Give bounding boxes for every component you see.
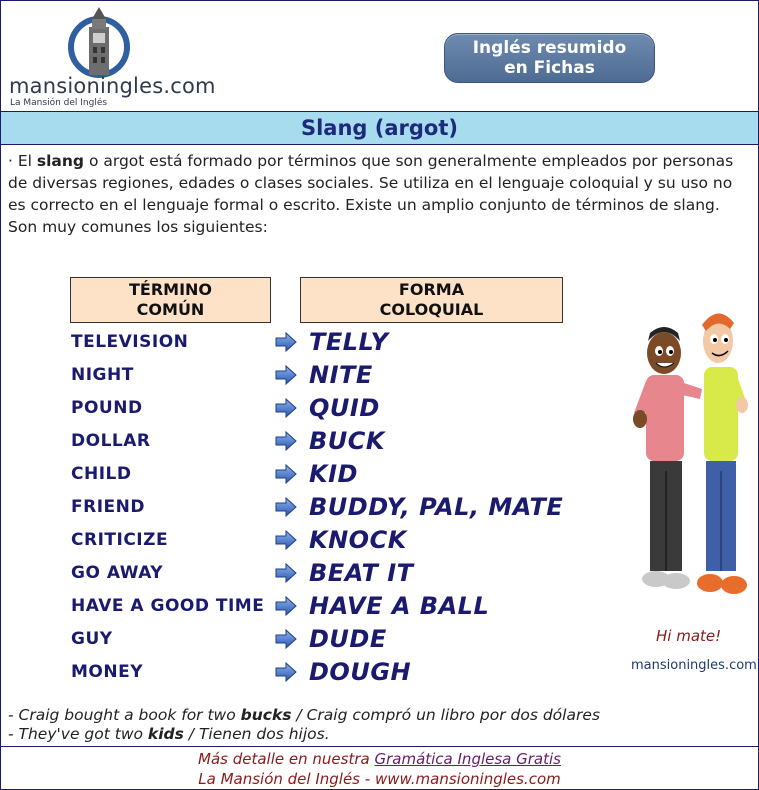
footer [1,746,758,790]
term-slang: DOUGH [309,658,412,686]
arrow-right-icon [275,464,297,484]
term-common: NIGHT [71,365,134,385]
table-row [1,328,601,361]
arrow-right-icon [275,662,297,682]
example-1-a: - Craig bought a book for two [8,706,241,724]
intro-paragraph [8,150,743,238]
table-row [1,493,601,526]
term-common: CHILD [71,464,132,484]
term-common: GO AWAY [71,563,164,583]
term-common: TELEVISION [71,332,189,352]
arrow-right-icon [275,530,297,550]
table-row [1,427,601,460]
arrow-right-icon [275,431,297,451]
arrow-right-icon [275,497,297,517]
col1-line1: TÉRMINO [128,280,213,299]
arrow-right-icon [275,332,297,352]
term-slang: KID [309,460,358,488]
col1-line2: COMÚN [136,300,205,319]
table-row [1,526,601,559]
arrow-right-icon [275,398,297,418]
header [1,1,758,111]
term-slang: BUCK [309,427,385,455]
term-common: HAVE A GOOD TIME [71,596,265,616]
logo-subtitle: La Mansión del Inglés [10,98,108,108]
term-slang: KNOCK [309,526,407,554]
logo-text: mansioningles.com [9,74,216,98]
table-row [1,658,601,691]
table-row [1,394,601,427]
table-row [1,559,601,592]
term-common: GUY [71,629,113,649]
col2-line2: COLOQUIAL [379,300,484,319]
column-header-forma [300,277,563,323]
intro-rest: o argot está formado por términos que son generalmente empleados por personas de diversas regiones, edades o clases sociales. Se utiliza en el lenguaje coloquial y su uso no es correcto en el lenguaje formal o escrito. Existe un amplio conjunto de términos de slang. Son muy comunes los siguientes: [8,152,734,236]
term-slang: NITE [309,361,373,389]
table-row [1,460,601,493]
table-row [1,625,601,658]
two-friends-illustration [632,301,750,613]
term-common: DOLLAR [71,431,151,451]
footer-prefix: Más detalle en nuestra [198,750,375,768]
example-1 [8,706,600,724]
title-bar [1,111,758,145]
example-1-bold: bucks [240,706,292,724]
example-1-c: / Craig compró un libro por dos dólares [291,706,600,724]
brand-line-1: Inglés resumido [472,38,627,58]
term-common: POUND [71,398,143,418]
col2-line1: FORMA [398,280,465,299]
example-2-c: / Tienen dos hijos. [183,725,330,743]
brand-line-2: en Fichas [504,58,595,78]
column-header-termino [70,277,271,323]
table-row [1,361,601,394]
term-slang: HAVE A BALL [309,592,490,620]
table-row [1,592,601,625]
grammar-link[interactable]: Gramática Inglesa Gratis [374,750,561,768]
example-2 [8,725,330,743]
arrow-right-icon [275,563,297,583]
term-slang: DUDE [309,625,387,653]
intro-prefix: · El [8,152,37,170]
footer-line-2: La Mansión del Inglés - www.mansioningles.com [198,770,561,788]
arrow-right-icon [275,365,297,385]
ingles-resumido-button[interactable] [444,33,655,83]
term-common: CRITICIZE [71,530,169,550]
example-2-bold: kids [147,725,184,743]
term-slang: BEAT IT [309,559,414,587]
arrow-right-icon [275,596,297,616]
term-common: MONEY [71,662,144,682]
term-slang: TELLY [309,328,389,356]
intro-bold-term: slang [36,152,85,170]
mansion-tower-logo-icon [67,7,131,79]
term-slang: QUID [309,394,380,422]
example-2-a: - They've got two [8,725,148,743]
term-common: FRIEND [71,497,145,517]
page-title: Slang (argot) [300,116,458,140]
term-slang: BUDDY, PAL, MATE [309,493,564,521]
illustration-site-mark: mansioningles.com [631,658,757,673]
illustration-caption: Hi mate! [656,627,722,645]
footer-line-1 [1,749,758,769]
arrow-right-icon [275,629,297,649]
